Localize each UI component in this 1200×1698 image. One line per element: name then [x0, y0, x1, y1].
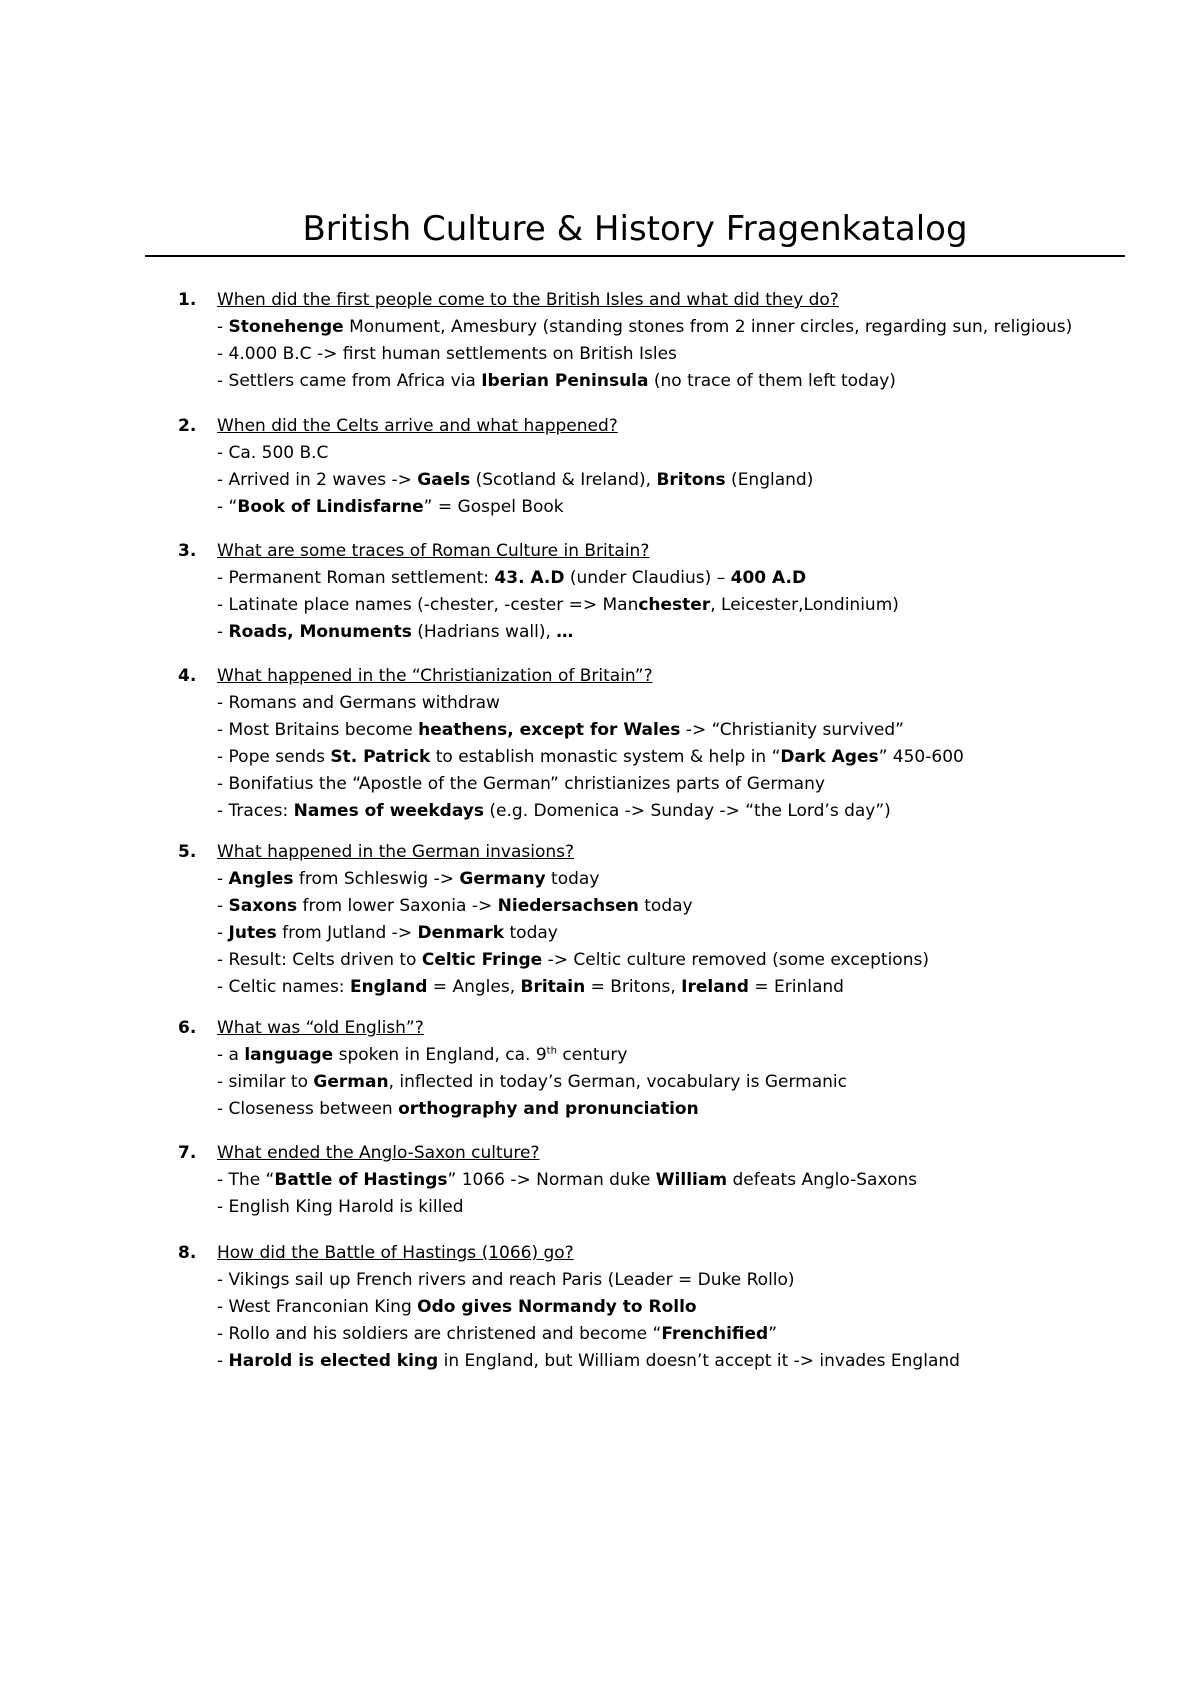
- answer-text: - The “: [217, 1170, 275, 1190]
- answer-bold-text: language: [244, 1045, 334, 1065]
- answer-text: from lower Saxonia ->: [297, 896, 498, 916]
- answer-line: [217, 592, 1138, 619]
- answer-list: [178, 1267, 1138, 1375]
- answer-bold-text: 400 A.D: [730, 568, 807, 588]
- answer-list: [178, 440, 1138, 521]
- answer-bold-text: 43. A.D: [494, 568, 565, 588]
- question-number: 8.: [178, 1243, 197, 1263]
- answer-text: , inflected in today’s German, vocabulary is Germanic: [388, 1072, 847, 1092]
- answer-list: [178, 565, 1138, 646]
- answer-text: - Permanent Roman settlement:: [217, 568, 495, 588]
- answer-line: [217, 1194, 1138, 1221]
- answer-text: , Leicester,Londinium): [710, 595, 899, 615]
- answer-bold-text: Names of weekdays: [293, 801, 484, 821]
- answer-list: [178, 1167, 1138, 1221]
- answer-bold-text: Harold is elected king: [228, 1351, 439, 1371]
- answer-line: [217, 920, 1138, 947]
- question-block: [178, 413, 1138, 521]
- answer-text: - similar to: [217, 1072, 314, 1092]
- answer-line: [217, 1321, 1138, 1348]
- answer-text: ”: [768, 1324, 778, 1344]
- answer-text: = Britons,: [585, 977, 682, 997]
- answer-text: (Scotland & Ireland),: [470, 470, 657, 490]
- question-heading: [178, 287, 1138, 314]
- question-number: 6.: [178, 1018, 197, 1038]
- answer-bold-text: Stonehenge: [228, 317, 344, 337]
- answer-line: [217, 341, 1138, 368]
- answer-text: - 4.000 B.C -> first human settlements on British Isles: [217, 344, 677, 364]
- question-block: [178, 1240, 1138, 1375]
- answer-line: [217, 1294, 1138, 1321]
- question-number: 3.: [178, 541, 197, 561]
- answer-bold-text: chester: [638, 595, 711, 615]
- question-block: [178, 1140, 1138, 1221]
- answer-list: [178, 690, 1138, 825]
- answer-bold-text: Ireland: [681, 977, 749, 997]
- answer-text: = Erinland: [748, 977, 844, 997]
- question-number: 5.: [178, 842, 197, 862]
- question-number: 7.: [178, 1143, 197, 1163]
- answer-text: defeats Anglo-Saxons: [727, 1170, 918, 1190]
- question-text: What was “old English”?: [217, 1018, 424, 1038]
- answer-bold-text: Niedersachsen: [497, 896, 639, 916]
- answer-text: ” 450-600: [878, 747, 964, 767]
- answer-text: in England, but William doesn’t accept it -> invades England: [438, 1351, 960, 1371]
- answer-bold-text: orthography and pronunciation: [398, 1099, 699, 1119]
- answer-bold-text: Battle of Hastings: [274, 1170, 448, 1190]
- answer-bold-text: England: [349, 977, 428, 997]
- answer-bold-text: heathens, except for Wales: [418, 720, 681, 740]
- answer-text: - Settlers came from Africa via: [217, 371, 482, 391]
- answer-line: [217, 368, 1138, 395]
- question-block: [178, 839, 1138, 1001]
- answer-line: [217, 947, 1138, 974]
- answer-bold-text: Saxons: [228, 896, 298, 916]
- title-rule: [145, 255, 1125, 257]
- answer-line: [217, 1167, 1138, 1194]
- answer-text: - “: [217, 497, 238, 517]
- question-block: [178, 287, 1138, 395]
- answer-text: -: [217, 622, 229, 642]
- answer-line: [217, 690, 1138, 717]
- answer-text: Monument, Amesbury (standing stones from 2 inner circles, regarding sun, religious): [343, 317, 1073, 337]
- question-heading: [178, 663, 1138, 690]
- answer-bold-text: Book of Lindisfarne: [237, 497, 424, 517]
- answer-bold-text: Gaels: [417, 470, 471, 490]
- answer-line: [217, 744, 1138, 771]
- answer-text: -: [217, 896, 229, 916]
- answer-text: -> Celtic culture removed (some exceptions): [542, 950, 929, 970]
- answer-text: -: [217, 317, 229, 337]
- answer-text: (e.g. Domenica -> Sunday -> “the Lord’s day”): [484, 801, 891, 821]
- answer-bold-text: Dark Ages: [780, 747, 879, 767]
- question-number: 4.: [178, 666, 197, 686]
- answer-text: - Vikings sail up French rivers and reach Paris (Leader = Duke Rollo): [217, 1270, 795, 1290]
- question-number: 1.: [178, 290, 197, 310]
- answer-line: [217, 314, 1138, 341]
- answer-bold-text: Frenchified: [661, 1324, 769, 1344]
- answer-bold-text: Britons: [656, 470, 726, 490]
- answer-text: to establish monastic system & help in “: [430, 747, 781, 767]
- answer-text: (England): [725, 470, 814, 490]
- answer-text: - Arrived in 2 waves ->: [217, 470, 418, 490]
- answer-text: from Schleswig ->: [293, 869, 460, 889]
- page-title: British Culture & History Fragenkatalog: [302, 209, 968, 249]
- answer-list: [178, 866, 1138, 1001]
- answer-list: [178, 1042, 1138, 1123]
- question-heading: [178, 1015, 1138, 1042]
- answer-bold-text: Jutes: [228, 923, 277, 943]
- answer-text: ” 1066 -> Norman duke: [447, 1170, 656, 1190]
- question-block: [178, 1015, 1138, 1123]
- answer-text: - Closeness between: [217, 1099, 399, 1119]
- answer-list: [178, 314, 1138, 395]
- answer-text: - Romans and Germans withdraw: [217, 693, 500, 713]
- answer-superscript: th: [546, 1045, 557, 1057]
- answer-line: [217, 1348, 1138, 1375]
- answer-bold-text: Odo gives Normandy to Rollo: [417, 1297, 697, 1317]
- answer-text: -: [217, 869, 229, 889]
- answer-text: from Jutland ->: [276, 923, 418, 943]
- question-heading: [178, 413, 1138, 440]
- answer-line: [217, 619, 1138, 646]
- answer-text: - a: [217, 1045, 245, 1065]
- answer-text: century: [556, 1045, 628, 1065]
- answer-text: - West Franconian King: [217, 1297, 418, 1317]
- answer-bold-text: Germany: [459, 869, 546, 889]
- question-text: What happened in the German invasions?: [217, 842, 575, 862]
- answer-text: - English King Harold is killed: [217, 1197, 464, 1217]
- question-heading: [178, 1140, 1138, 1167]
- answer-text: (Hadrians wall),: [411, 622, 557, 642]
- answer-text: today: [504, 923, 558, 943]
- answer-bold-text: Britain: [520, 977, 586, 997]
- question-heading: [178, 538, 1138, 565]
- answer-line: [217, 565, 1138, 592]
- question-heading: [178, 1240, 1138, 1267]
- answer-line: [217, 1042, 1138, 1069]
- answer-bold-text: Iberian Peninsula: [481, 371, 649, 391]
- answer-bold-text: St. Patrick: [330, 747, 431, 767]
- answer-line: [217, 798, 1138, 825]
- answer-line: [217, 866, 1138, 893]
- answer-text: - Pope sends: [217, 747, 331, 767]
- answer-text: = Angles,: [427, 977, 521, 997]
- answer-bold-text: Roads, Monuments: [228, 622, 412, 642]
- question-text: When did the first people come to the British Isles and what did they do?: [217, 290, 839, 310]
- question-text: What ended the Anglo-Saxon culture?: [217, 1143, 540, 1163]
- question-block: [178, 538, 1138, 646]
- answer-text: today: [545, 869, 600, 889]
- question-text: When did the Celts arrive and what happened?: [217, 416, 618, 436]
- answer-line: [217, 1267, 1138, 1294]
- answer-text: - Latinate place names (-chester, -cester => Man: [217, 595, 639, 615]
- answer-line: [217, 1096, 1138, 1123]
- answer-bold-text: Angles: [228, 869, 294, 889]
- question-number: 2.: [178, 416, 197, 436]
- answer-line: [217, 494, 1138, 521]
- answer-text: spoken in England, ca. 9: [333, 1045, 547, 1065]
- answer-text: - Traces:: [217, 801, 294, 821]
- answer-text: (under Claudius) –: [564, 568, 731, 588]
- answer-text: - Bonifatius the “Apostle of the German” christianizes parts of Germany: [217, 774, 825, 794]
- answer-text: - Rollo and his soldiers are christened and become “: [217, 1324, 662, 1344]
- answer-text: today: [638, 896, 693, 916]
- question-text: What are some traces of Roman Culture in Britain?: [217, 541, 650, 561]
- answer-line: [217, 717, 1138, 744]
- answer-text: (no trace of them left today): [648, 371, 896, 391]
- answer-bold-text: German: [313, 1072, 389, 1092]
- answer-text: -: [217, 923, 229, 943]
- answer-text: - Result: Celts driven to: [217, 950, 422, 970]
- answer-line: [217, 771, 1138, 798]
- answer-text: - Most Britains become: [217, 720, 419, 740]
- answer-bold-text: Celtic Fringe: [421, 950, 543, 970]
- answer-bold-text: William: [655, 1170, 728, 1190]
- answer-line: [217, 467, 1138, 494]
- question-heading: [178, 839, 1138, 866]
- answer-bold-text: Denmark: [417, 923, 505, 943]
- answer-bold-text: …: [556, 622, 574, 642]
- question-block: [178, 663, 1138, 825]
- answer-text: - Celtic names:: [217, 977, 350, 997]
- answer-line: [217, 974, 1138, 1001]
- answer-text: -> “Christianity survived”: [680, 720, 904, 740]
- answer-line: [217, 440, 1138, 467]
- answer-text: - Ca. 500 B.C: [217, 443, 329, 463]
- question-text: What happened in the “Christianization of Britain”?: [217, 666, 653, 686]
- answer-text: -: [217, 1351, 229, 1371]
- answer-line: [217, 893, 1138, 920]
- question-text: How did the Battle of Hastings (1066) go?: [217, 1243, 574, 1263]
- answer-text: ” = Gospel Book: [423, 497, 564, 517]
- answer-line: [217, 1069, 1138, 1096]
